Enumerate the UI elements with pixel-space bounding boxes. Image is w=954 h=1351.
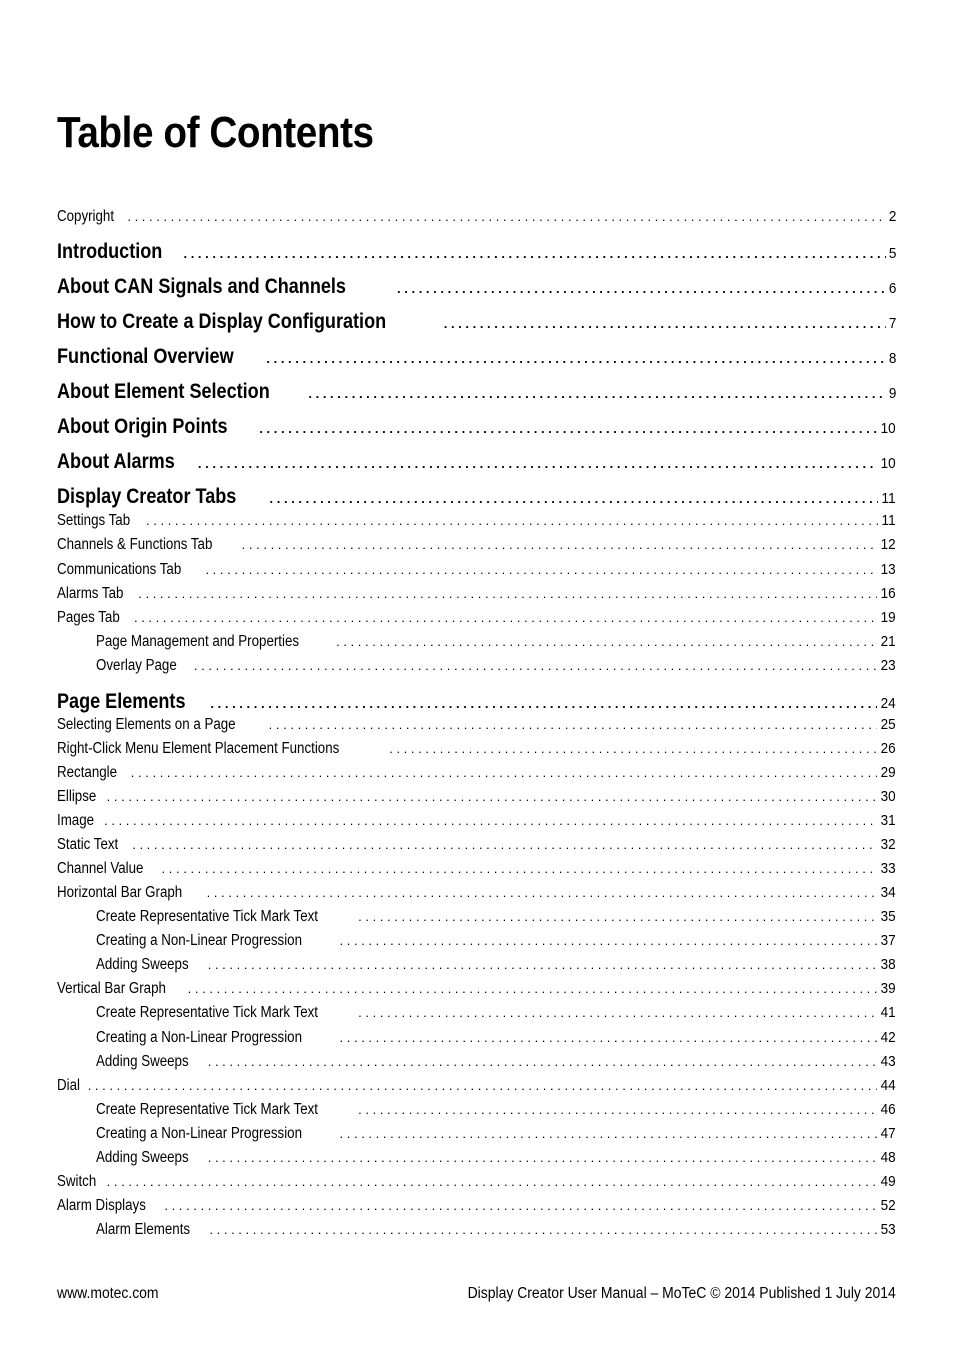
- toc-entry-page-number: 7: [888, 315, 896, 332]
- toc-entry[interactable]: [57, 836, 896, 854]
- dot-leader: [162, 861, 878, 876]
- toc-entry-page-number: 49: [880, 1173, 896, 1190]
- toc-entry[interactable]: [57, 561, 896, 579]
- toc-entry[interactable]: [57, 1173, 896, 1191]
- toc-entry[interactable]: [57, 1077, 896, 1095]
- dot-leader: [107, 789, 878, 804]
- toc-entry-label: Switch: [57, 1173, 97, 1190]
- toc-entry-page-number: 24: [880, 695, 896, 712]
- toc-entry[interactable]: [57, 345, 896, 369]
- toc-entry-label: Overlay Page: [96, 657, 177, 674]
- toc-entry[interactable]: [57, 633, 896, 651]
- dot-leader: [358, 909, 877, 924]
- dot-leader: [336, 634, 877, 649]
- dot-leader: [242, 537, 878, 552]
- toc-entry-label: Ellipse: [57, 788, 97, 805]
- toc-entry[interactable]: [57, 1004, 896, 1022]
- toc-entry-label: Page Management and Properties: [96, 633, 300, 650]
- toc-entry-page-number: 25: [880, 716, 896, 733]
- dot-leader: [308, 386, 885, 401]
- toc-entry-page-number: 8: [888, 350, 896, 367]
- toc-entry-label: Dial: [57, 1077, 80, 1094]
- dot-leader: [146, 513, 878, 528]
- toc-entry[interactable]: [57, 812, 896, 830]
- footer-publication-info: Display Creator User Manual – MoTeC © 2014 Published 1 July 2014: [467, 1285, 896, 1302]
- dot-leader: [188, 981, 878, 996]
- toc-entry-label: Create Representative Tick Mark Text: [96, 1101, 319, 1118]
- toc-entry-page-number: 11: [881, 490, 896, 507]
- toc-entry-label: Create Representative Tick Mark Text: [96, 908, 319, 925]
- dot-leader: [209, 1222, 877, 1237]
- toc-entry-page-number: 12: [880, 536, 896, 553]
- toc-entry-label: Create Representative Tick Mark Text: [96, 1004, 319, 1021]
- dot-leader: [198, 456, 877, 471]
- dot-leader: [358, 1102, 877, 1117]
- toc-entry-label: Channel Value: [57, 860, 144, 877]
- toc-entry-label: Alarm Elements: [96, 1221, 191, 1238]
- toc-entry-page-number: 41: [880, 1004, 896, 1021]
- toc-entry[interactable]: [57, 788, 896, 806]
- dot-leader: [340, 1126, 878, 1141]
- toc-entry-label: How to Create a Display Configuration: [57, 310, 387, 333]
- dot-leader: [127, 209, 885, 224]
- toc-entry-label: Display Creator Tabs: [57, 485, 237, 508]
- dot-leader: [205, 562, 877, 577]
- toc-entry-page-number: 34: [880, 884, 896, 901]
- table-of-contents: [57, 0, 896, 1351]
- toc-entry-label: Channels & Functions Tab: [57, 536, 213, 553]
- toc-entry[interactable]: [57, 1197, 896, 1215]
- toc-entry-page-number: 53: [880, 1221, 896, 1238]
- toc-entry-label: Introduction: [57, 240, 163, 263]
- toc-entry[interactable]: [57, 1149, 896, 1167]
- toc-entry[interactable]: [57, 716, 896, 734]
- toc-entry-label: Pages Tab: [57, 609, 120, 626]
- toc-entry-page-number: 33: [880, 860, 896, 877]
- toc-entry[interactable]: [57, 1053, 896, 1071]
- dot-leader: [208, 1054, 878, 1069]
- dot-leader: [340, 933, 878, 948]
- toc-entry-label: About Origin Points: [57, 415, 228, 438]
- toc-entry-label: About CAN Signals and Channels: [57, 275, 346, 298]
- dot-leader: [207, 885, 878, 900]
- toc-entry-label: Selecting Elements on a Page: [57, 716, 236, 733]
- toc-entry[interactable]: [57, 690, 896, 714]
- toc-entry[interactable]: [57, 585, 896, 603]
- dot-leader: [340, 1030, 878, 1045]
- toc-entry[interactable]: [57, 657, 896, 675]
- dot-leader: [194, 658, 877, 673]
- toc-entry-page-number: 47: [880, 1125, 896, 1142]
- toc-entry[interactable]: [57, 450, 896, 474]
- toc-entry[interactable]: [57, 485, 896, 509]
- toc-entry-label: Vertical Bar Graph: [57, 980, 166, 997]
- dot-leader: [269, 717, 878, 732]
- toc-entry-page-number: 5: [888, 245, 896, 262]
- dot-leader: [208, 957, 878, 972]
- toc-entry-page-number: 10: [880, 455, 896, 472]
- dot-leader: [164, 1198, 877, 1213]
- toc-entry[interactable]: [57, 1221, 896, 1239]
- toc-entry[interactable]: [57, 1125, 896, 1143]
- toc-entry[interactable]: [57, 980, 896, 998]
- toc-entry-page-number: 16: [880, 585, 896, 602]
- toc-entry-page-number: 46: [880, 1101, 896, 1118]
- toc-entry[interactable]: [57, 932, 896, 950]
- toc-entry-label: Functional Overview: [57, 345, 234, 368]
- dot-leader: [104, 813, 877, 828]
- toc-entry-label: Adding Sweeps: [96, 1053, 189, 1070]
- dot-leader: [444, 316, 886, 331]
- toc-entry-page-number: 23: [880, 657, 896, 674]
- toc-entry-label: Creating a Non-Linear Progression: [96, 932, 302, 949]
- toc-entry[interactable]: [57, 512, 896, 530]
- toc-entry-page-number: 13: [880, 561, 896, 578]
- toc-entry-page-number: 29: [880, 764, 896, 781]
- toc-entry[interactable]: [57, 275, 896, 299]
- toc-entry-label: Creating a Non-Linear Progression: [96, 1125, 302, 1142]
- dot-leader: [134, 610, 877, 625]
- toc-entry[interactable]: [57, 415, 896, 439]
- toc-entry[interactable]: [57, 740, 896, 758]
- toc-entry-page-number: 52: [880, 1197, 896, 1214]
- dot-leader: [88, 1078, 878, 1093]
- toc-entry-page-number: 44: [880, 1077, 896, 1094]
- toc-entry-label: Rectangle: [57, 764, 118, 781]
- dot-leader: [132, 837, 877, 852]
- toc-entry-label: Page Elements: [57, 690, 186, 713]
- toc-entry[interactable]: [57, 1029, 896, 1047]
- toc-entry-page-number: 9: [888, 385, 896, 402]
- toc-entry-label: Image: [57, 812, 95, 829]
- toc-entry-label: Alarm Displays: [57, 1197, 146, 1214]
- toc-entry-label: Creating a Non-Linear Progression: [96, 1029, 302, 1046]
- toc-entry-label: Static Text: [57, 836, 119, 853]
- toc-entry-page-number: 26: [880, 740, 896, 757]
- toc-entry[interactable]: [57, 884, 896, 902]
- dot-leader: [259, 421, 877, 436]
- toc-entry-page-number: 35: [880, 908, 896, 925]
- toc-entry-label: Right-Click Menu Element Placement Functions: [57, 740, 340, 757]
- dot-leader: [266, 351, 885, 366]
- toc-entry-page-number: 10: [880, 420, 896, 437]
- toc-entry-label: Settings Tab: [57, 512, 131, 529]
- dot-leader: [358, 1005, 877, 1020]
- toc-entry[interactable]: [57, 860, 896, 878]
- toc-entry-page-number: 42: [880, 1029, 896, 1046]
- page-title: Table of Contents: [57, 108, 374, 157]
- dot-leader: [389, 741, 877, 756]
- toc-entry[interactable]: [57, 208, 896, 226]
- toc-entry-page-number: 2: [888, 208, 896, 225]
- dot-leader: [397, 281, 886, 296]
- toc-entry-page-number: 43: [880, 1053, 896, 1070]
- toc-entry-page-number: 31: [880, 812, 896, 829]
- toc-entry[interactable]: [57, 310, 896, 334]
- dot-leader: [210, 696, 877, 711]
- toc-entry-page-number: 19: [880, 609, 896, 626]
- dot-leader: [107, 1174, 878, 1189]
- toc-entry[interactable]: [57, 956, 896, 974]
- toc-entry[interactable]: [57, 240, 896, 264]
- toc-entry-label: Adding Sweeps: [96, 956, 189, 973]
- dot-leader: [138, 586, 877, 601]
- toc-entry-label: About Element Selection: [57, 380, 270, 403]
- toc-entry-label: Alarms Tab: [57, 585, 124, 602]
- dot-leader: [208, 1150, 878, 1165]
- toc-entry[interactable]: [57, 764, 896, 782]
- toc-entry-page-number: 21: [880, 633, 896, 650]
- toc-entry[interactable]: [57, 380, 896, 404]
- toc-entry-page-number: 38: [880, 956, 896, 973]
- toc-entry[interactable]: [57, 609, 896, 627]
- dot-leader: [183, 246, 885, 261]
- toc-entry-label: Communications Tab: [57, 561, 182, 578]
- toc-entry-label: About Alarms: [57, 450, 175, 473]
- toc-entry-page-number: 30: [880, 788, 896, 805]
- toc-entry-label: Copyright: [57, 208, 115, 225]
- toc-entry-page-number: 11: [881, 512, 896, 529]
- toc-entry-page-number: 37: [880, 932, 896, 949]
- toc-entry-page-number: 6: [888, 280, 896, 297]
- toc-entry[interactable]: [57, 1101, 896, 1119]
- toc-entry-page-number: 48: [880, 1149, 896, 1166]
- toc-entry[interactable]: [57, 908, 896, 926]
- toc-entry-page-number: 32: [880, 836, 896, 853]
- dot-leader: [270, 491, 879, 506]
- toc-entry-page-number: 39: [880, 980, 896, 997]
- footer-website: www.motec.com: [57, 1285, 159, 1302]
- toc-entry-label: Adding Sweeps: [96, 1149, 189, 1166]
- toc-entry-label: Horizontal Bar Graph: [57, 884, 183, 901]
- dot-leader: [131, 765, 878, 780]
- toc-entry[interactable]: [57, 536, 896, 554]
